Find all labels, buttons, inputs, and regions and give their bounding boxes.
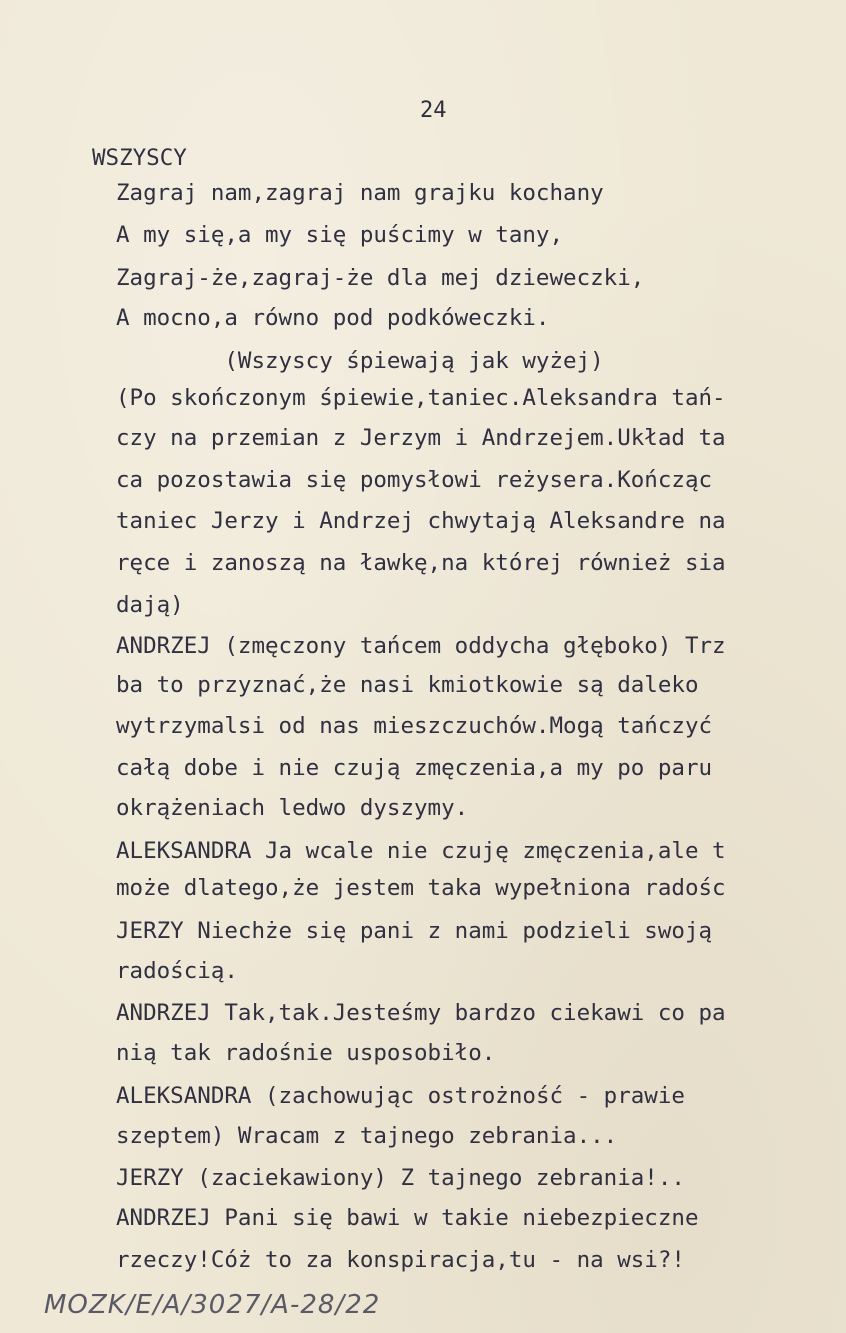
script-line	[0, 180, 846, 220]
script-line	[0, 633, 846, 673]
script-line	[0, 1040, 846, 1080]
script-line	[0, 222, 846, 262]
line-text: może dlatego,że jestem taka wypełniona radośc	[116, 875, 726, 901]
speaker-name: ALEKSANDRA	[116, 1083, 252, 1109]
line-text: A my się,a my się puścimy w tany,	[116, 222, 564, 248]
script-line	[0, 875, 846, 915]
line-text: rzeczy!Cóż to za konspiracja,tu - na wsi?!	[116, 1247, 685, 1273]
line-text: szeptem) Wracam z tajnego zebrania...	[116, 1123, 618, 1149]
line-text: A mocno,a równo pod podkóweczki.	[116, 305, 550, 331]
script-line	[0, 1165, 846, 1205]
script-line	[0, 1247, 846, 1287]
line-text: (zachowując ostrożność - prawie	[251, 1083, 685, 1109]
speaker-name: ALEKSANDRA	[116, 838, 252, 864]
line-text: Zagraj nam,zagraj nam grajku kochany	[116, 180, 604, 206]
line-text: dają)	[116, 592, 184, 618]
script-line	[0, 1000, 846, 1040]
speaker-name: ANDRZEJ	[116, 633, 211, 659]
script-line	[0, 425, 846, 465]
line-text: (Wszyscy śpiewają jak wyżej)	[116, 348, 604, 374]
script-line	[0, 795, 846, 835]
line-text: Ja wcale nie czuję zmęczenia,ale t	[251, 838, 726, 864]
script-line	[0, 1083, 846, 1123]
page-number: 24	[420, 98, 447, 123]
script-line	[0, 592, 846, 632]
archive-signature: MOZK/E/A/3027/A-28/22	[44, 1290, 381, 1320]
script-line	[0, 508, 846, 548]
speaker-name: ANDRZEJ	[116, 1205, 211, 1231]
script-line	[0, 305, 846, 345]
line-text: (zmęczony tańcem oddycha głęboko) Trz	[210, 633, 726, 659]
line-text: okrążeniach ledwo dyszymy.	[116, 795, 469, 821]
line-text: Pani się bawi w takie niebezpieczne	[210, 1205, 699, 1231]
line-text: (Po skończonym śpiewie,taniec.Aleksandra tań-	[116, 385, 726, 411]
speaker-name: JERZY	[116, 1165, 184, 1191]
line-text: nią tak radośnie usposobiło.	[116, 1040, 496, 1066]
line-text: ręce i zanoszą na ławkę,na której również sia	[116, 550, 726, 576]
line-text: wytrzymalsi od nas mieszczuchów.Mogą tańczyć	[116, 713, 713, 739]
script-line	[0, 1123, 846, 1163]
script-line	[0, 755, 846, 795]
script-line	[0, 918, 846, 958]
line-text: (zaciekawiony) Z tajnego zebrania!..	[183, 1165, 685, 1191]
speaker-name: WSZYSCY	[92, 145, 187, 171]
script-line	[0, 265, 846, 305]
line-text: Tak,tak.Jesteśmy bardzo ciekawi co pa	[210, 1000, 726, 1026]
line-text: taniec Jerzy i Andrzej chwytają Aleksandre na	[116, 508, 726, 534]
script-line	[0, 838, 846, 878]
script-line	[0, 385, 846, 425]
line-text: całą dobe i nie czują zmęczenia,a my po paru	[116, 755, 713, 781]
line-text: Niechże się pani z nami podzieli swoją	[183, 918, 713, 944]
line-text: Zagraj-że,zagraj-że dla mej dzieweczki,	[116, 265, 645, 291]
script-line	[0, 672, 846, 712]
script-line	[0, 348, 846, 388]
script-line	[0, 550, 846, 590]
line-text: ba to przyznać,że nasi kmiotkowie są daleko	[116, 672, 699, 698]
script-line	[0, 958, 846, 998]
script-line	[0, 467, 846, 507]
line-text: radością.	[116, 958, 238, 984]
script-line	[0, 145, 846, 185]
script-line	[0, 1205, 846, 1245]
script-line	[0, 713, 846, 753]
line-text: ca pozostawia się pomysłowi reżysera.Kończąc	[116, 467, 713, 493]
speaker-name: JERZY	[116, 918, 184, 944]
speaker-name: ANDRZEJ	[116, 1000, 211, 1026]
line-text: czy na przemian z Jerzym i Andrzejem.Układ ta	[116, 425, 726, 451]
